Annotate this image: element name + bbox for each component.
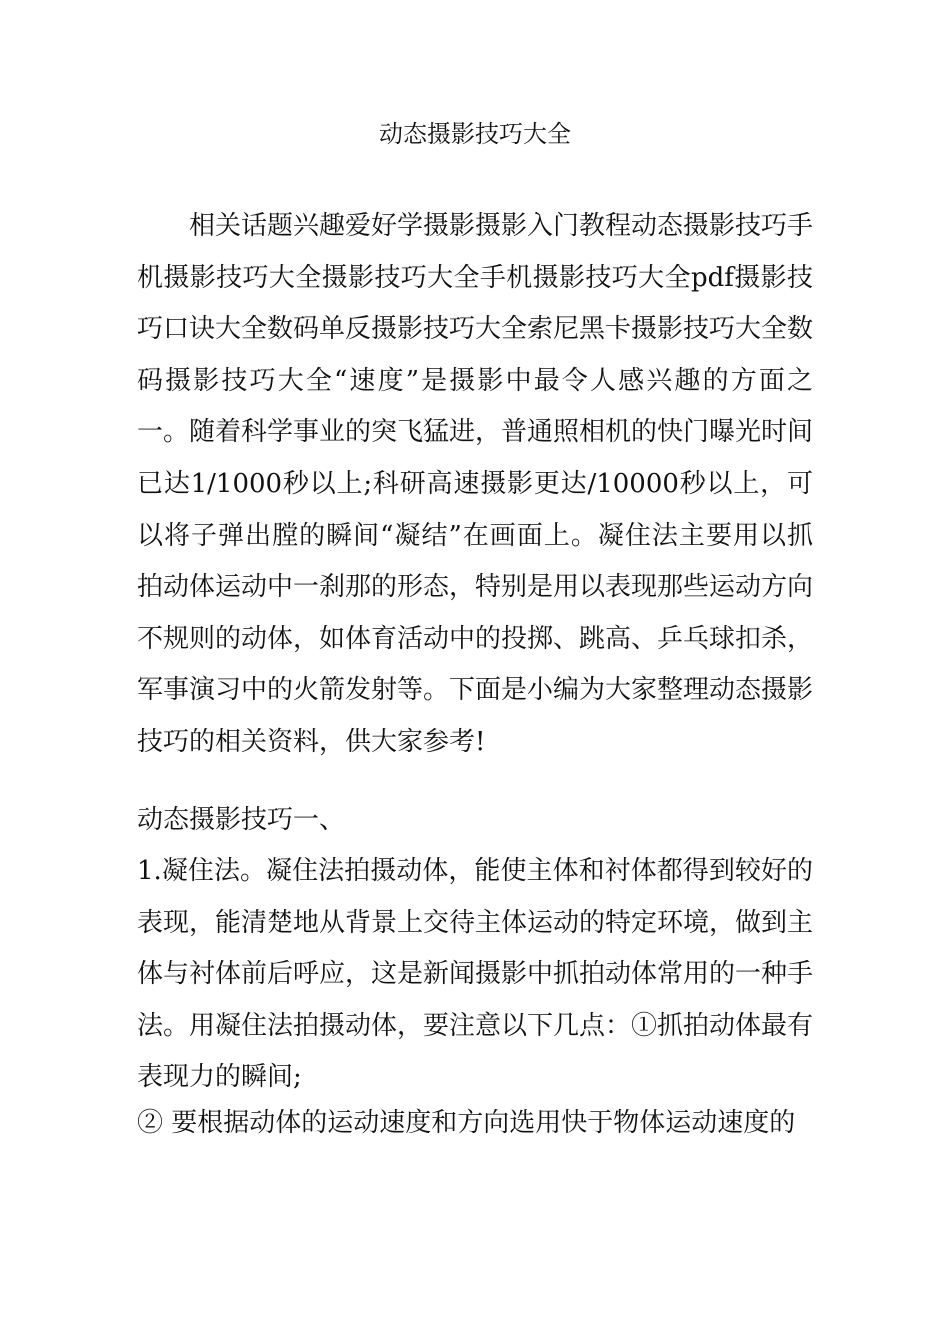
list-item-1: 1.凝住法。凝住法拍摄动体，能使主体和衬体都得到较好的表现，能清楚地从背景上交待主体运动的特定环境，做到主体与衬体前后呼应，这是新闻摄影中抓拍动体常用的一种手法。用凝住法拍摄动体，要注意以下几点：①抓拍动体最有表现力的瞬间; bbox=[137, 856, 814, 1093]
list-item-2: ② 要根据动体的运动速度和方向选用快于物体运动速度的 bbox=[137, 1108, 796, 1138]
document-title: 动态摄影技巧大全 bbox=[379, 120, 571, 148]
intro-paragraph: 相关话题兴趣爱好学摄影摄影入门教程动态摄影技巧手机摄影技巧大全摄影技巧大全手机摄影技巧大全pdf摄影技巧口诀大全数码单反摄影技巧大全索尼黑卡摄影技巧大全数码摄影技巧大全“速度”是摄影中最令人感兴趣的方面之一。随着科学事业的突飞猛进，普通照相机的快门曝光时间已达1/1000秒以上;科研高速摄影更达/10000秒以上，可以将子弹出膛的瞬间“凝结”在画面上。凝住法主要用以抓拍动体运动中一刹那的形态，特别是用以表现那些运动方向不规则的动体，如体育活动中的投掷、跳高、乒乓球扣杀，军事演习中的火箭发射等。下面是小编为大家整理动态摄影技巧的相关资料，供大家参考! bbox=[137, 211, 814, 757]
section-heading: 动态摄影技巧一、 bbox=[137, 805, 346, 835]
